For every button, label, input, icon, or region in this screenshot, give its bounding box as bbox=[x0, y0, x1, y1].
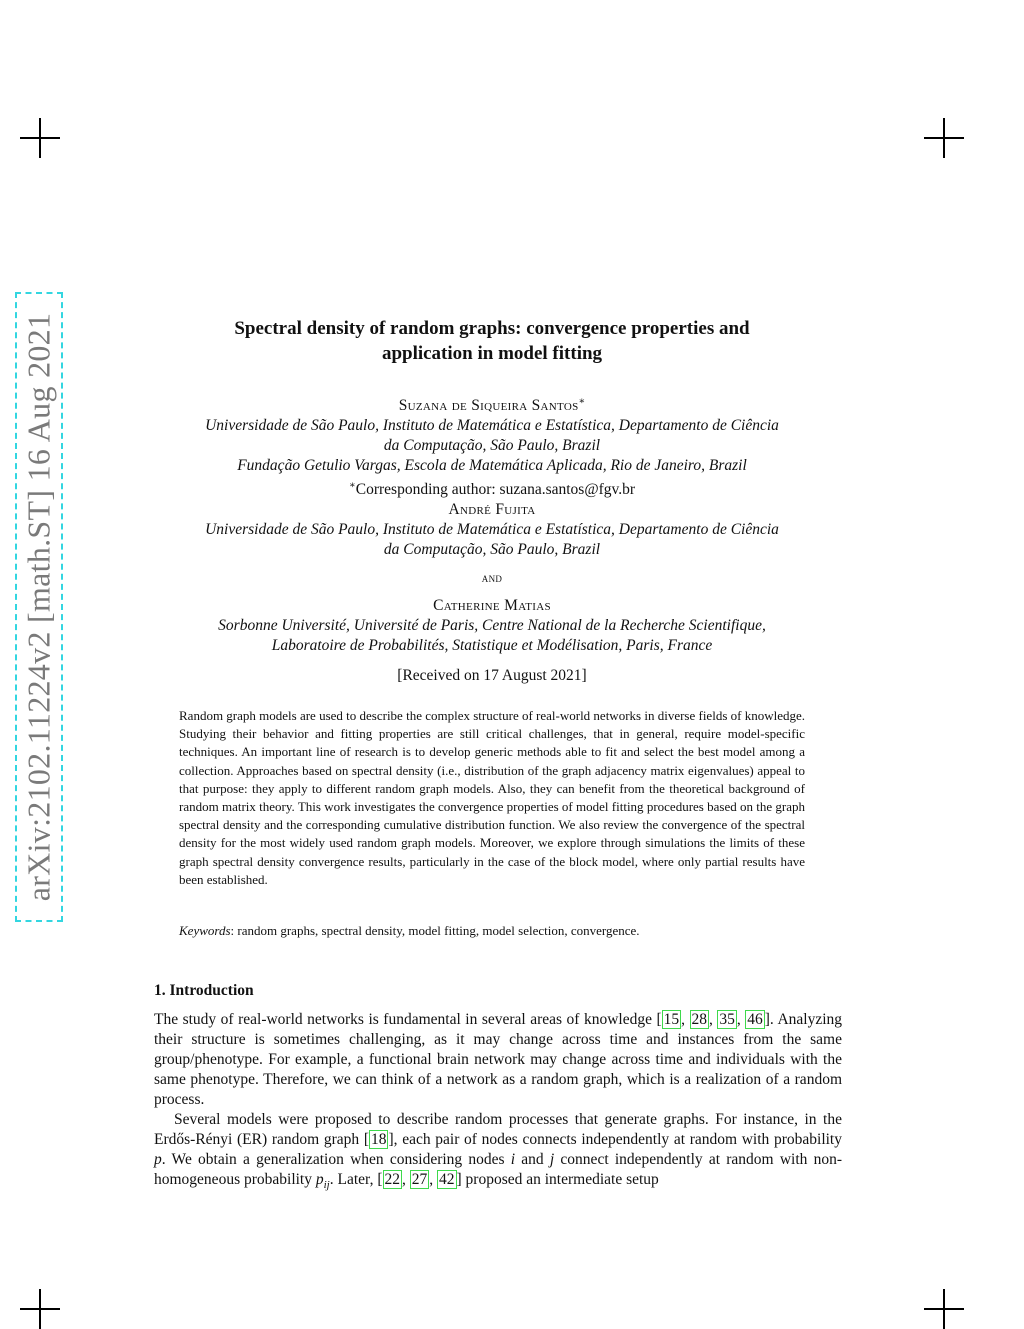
math-var-i: i bbox=[510, 1151, 516, 1168]
p2-text-1: Several models were proposed to describe random processes that generate graphs. For instance, in the Erdős-Rényi (ER) random graph [ bbox=[154, 1111, 842, 1148]
math-var-p: p bbox=[154, 1151, 162, 1168]
crop-mark-top-right bbox=[924, 118, 964, 158]
math-var-j: j bbox=[549, 1151, 555, 1168]
crop-mark-bottom-right bbox=[924, 1289, 964, 1329]
author-name-3: Catherine Matias bbox=[433, 597, 551, 614]
crop-mark-top-left bbox=[20, 118, 60, 158]
p1-sep: , bbox=[681, 1011, 690, 1028]
arxiv-identifier-stamp[interactable] bbox=[15, 292, 63, 922]
citation-link[interactable]: 28 bbox=[691, 1011, 708, 1028]
p2-sep: , bbox=[429, 1171, 437, 1188]
paragraph-2 bbox=[154, 1110, 842, 1195]
citation-link[interactable]: 22 bbox=[384, 1171, 400, 1188]
p2-text-7: ] proposed an intermediate setup bbox=[456, 1171, 659, 1188]
affiliation-1a-line-2: da Computação, São Paulo, Brazil bbox=[383, 437, 601, 455]
affiliation-2-line-1: Universidade de São Paulo, Instituto de Matemática e Estatística, Departamento de Ciência bbox=[205, 521, 779, 538]
title-line-1: Spectral density of random graphs: convergence properties and bbox=[234, 318, 750, 339]
title-line-2: application in model fitting bbox=[381, 343, 603, 364]
author-1-mark: ∗ bbox=[578, 396, 586, 407]
math-var-pij-subscript: ij bbox=[323, 1179, 330, 1192]
affiliation-1b: Fundação Getulio Vargas, Escola de Matemática Aplicada, Rio de Janeiro, Brazil bbox=[237, 457, 747, 475]
author-block-3 bbox=[150, 596, 834, 656]
citation-link[interactable]: 27 bbox=[411, 1171, 428, 1188]
affiliation-1a-line-1: Universidade de São Paulo, Instituto de Matemática e Estatística, Departamento de Ciência bbox=[205, 417, 779, 435]
keywords bbox=[179, 922, 805, 940]
p2-text-6: . Later, [ bbox=[329, 1171, 383, 1188]
received-date: [Received on 17 August 2021] bbox=[397, 667, 587, 684]
math-var-pij: p bbox=[315, 1171, 324, 1188]
and-separator: and bbox=[481, 570, 503, 585]
author-name-1: Suzana de Siqueira Santos bbox=[398, 397, 579, 415]
corresponding-mark: ∗ bbox=[348, 480, 356, 492]
affiliation-2-line-2: da Computação, São Paulo, Brazil bbox=[383, 541, 601, 558]
citation-link[interactable]: 42 bbox=[439, 1171, 455, 1188]
p2-text-4: and bbox=[515, 1151, 550, 1168]
keywords-text: : random graphs, spectral density, model fitting, model selection, convergence. bbox=[230, 923, 640, 938]
paper-title bbox=[160, 316, 824, 366]
introduction-body bbox=[154, 1010, 842, 1195]
corresponding-author: Corresponding author: suzana.santos@fgv.br bbox=[355, 481, 636, 499]
p1-text-1: The study of real-world networks is fundamental in several areas of knowledge [ bbox=[154, 1011, 662, 1028]
author-block-2 bbox=[150, 500, 834, 560]
abstract: Random graph models are used to describe the complex structure of real-world networks in diverse fields of knowledge. Studying their behavior and fitting properties are still critical challenges, that in general, require model-specific techniques. An important line of research is to develop generic methods able to fit and select the best model among a collection. Approaches based on spectral density (i.e., distribution of the graph adjacency matrix eigenvalues) appeal to that purpose: they apply to different random graph models. Also, they can benefit from the theoretical background of random matrix theory. This work investigates the convergence properties of model fitting procedures based on the graph spectral density and the corresponding cumulative distribution function. We also review the convergence of the spectral density for the most widely used random graph models. Moreover, we explore through simulations the limits of these graph spectral density convergence results, particularly in the case of the block model, where only partial results have been established. bbox=[179, 708, 805, 887]
affiliation-3-line-2: Laboratoire de Probabilités, Statistique et Modélisation, Paris, France bbox=[271, 637, 713, 654]
p2-text-2: ], each pair of nodes connects independently at random with probability bbox=[388, 1131, 842, 1148]
section-heading-introduction: 1. Introduction bbox=[154, 982, 254, 999]
arxiv-identifier-text: arXiv:2102.11224v2 [math.ST] 16 Aug 2021 bbox=[20, 312, 57, 902]
citation-link[interactable]: 15 bbox=[663, 1011, 680, 1028]
p2-sep: , bbox=[402, 1171, 410, 1188]
p2-text-5: connect independently at random with non-homogeneous probability bbox=[154, 1151, 842, 1188]
author-block-1 bbox=[150, 392, 834, 500]
citation-link[interactable]: 35 bbox=[719, 1011, 735, 1028]
crop-mark-bottom-left bbox=[20, 1289, 60, 1329]
p1-sep: , bbox=[736, 1011, 746, 1028]
p1-sep: , bbox=[709, 1011, 718, 1028]
author-name-2: André Fujita bbox=[448, 501, 536, 518]
paragraph-1 bbox=[154, 1010, 842, 1110]
keywords-label: Keywords bbox=[179, 923, 231, 938]
p1-text-2: ]. Analyzing their structure is sometimes challenging, as it may change across time and instances from the same group/phenotype. For example, a functional brain network may change across time and individuals with the same phenotype. Therefore, we can think of a network as a random graph, which is a realization of a random process. bbox=[154, 1011, 843, 1108]
citation-link[interactable]: 46 bbox=[747, 1011, 763, 1028]
citation-link[interactable]: 18 bbox=[370, 1131, 387, 1148]
p2-text-3: . We obtain a generalization when considering nodes bbox=[161, 1151, 511, 1168]
affiliation-3-line-1: Sorbonne Université, Université de Paris, Centre National de la Recherche Scientifique, bbox=[218, 617, 766, 634]
